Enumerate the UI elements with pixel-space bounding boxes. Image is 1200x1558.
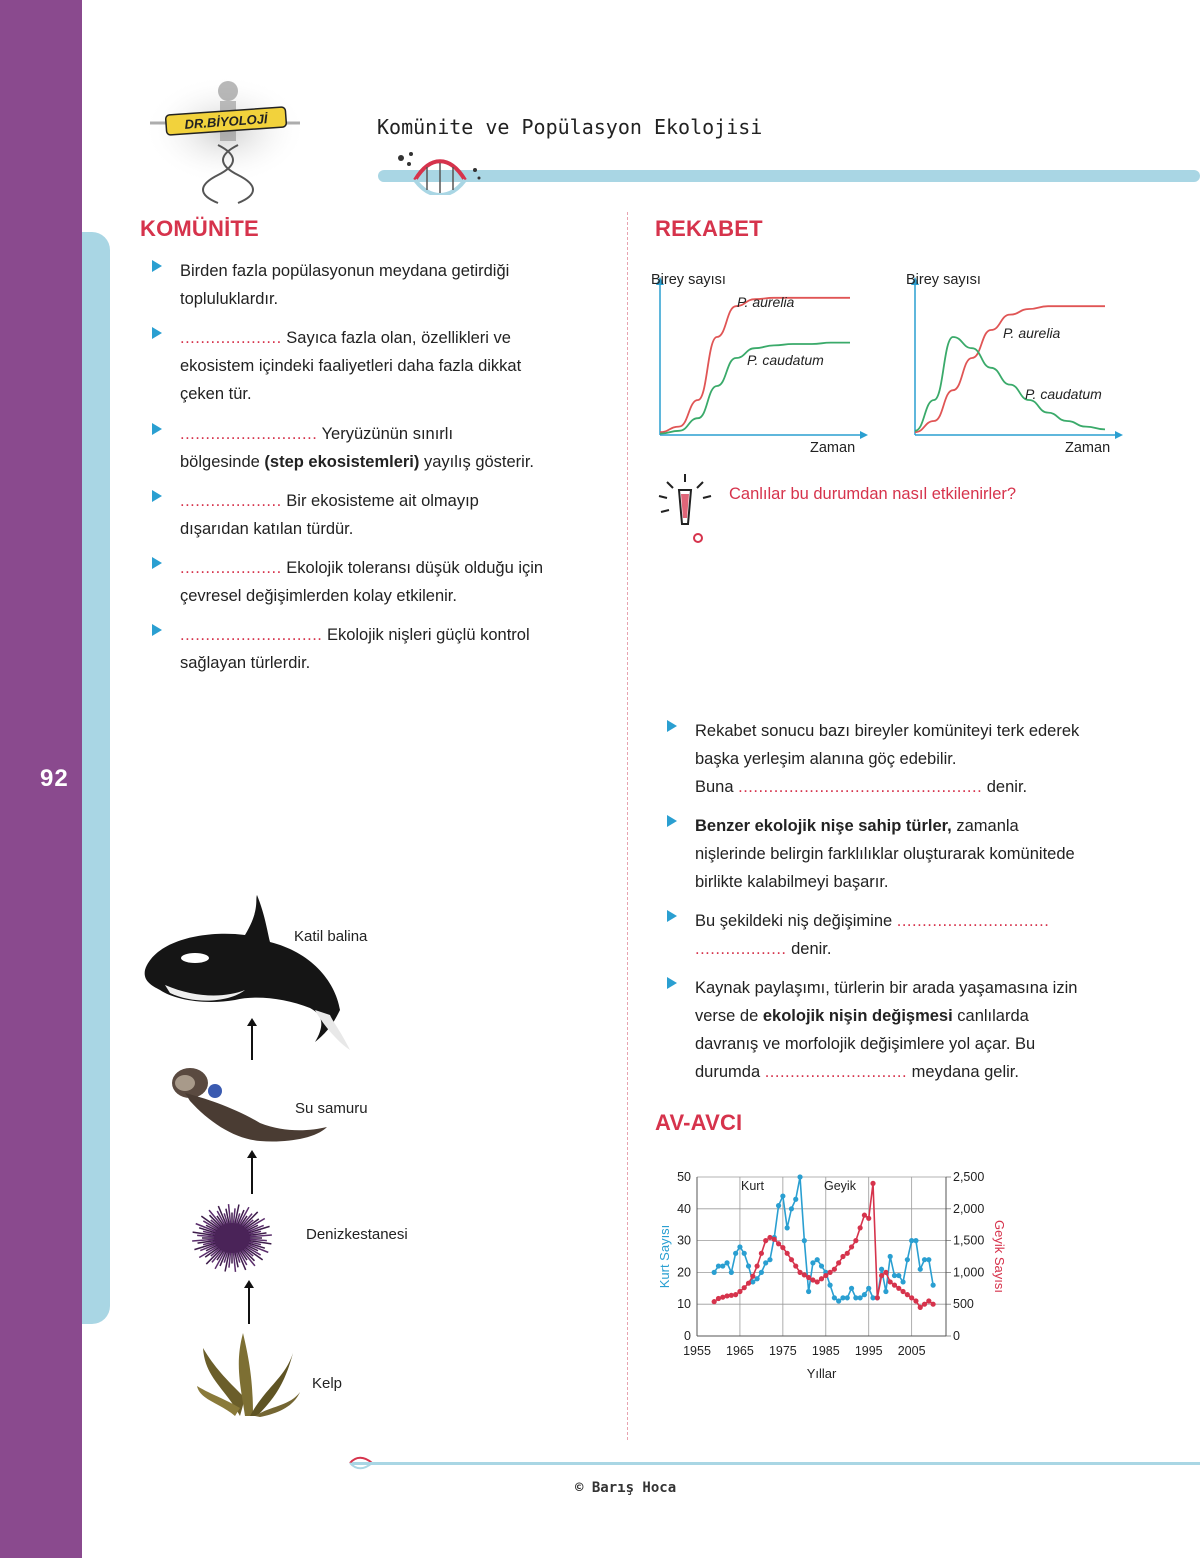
series-label-1: P. caudatum	[747, 352, 824, 368]
data-point-Geyik	[883, 1270, 888, 1275]
item-text: Buna	[695, 778, 739, 796]
item-text: Yeryüzünün sınırlı	[317, 425, 454, 443]
data-point-Geyik	[836, 1260, 841, 1265]
data-point-Kurt	[905, 1257, 910, 1262]
data-point-Kurt	[797, 1174, 802, 1179]
data-point-Geyik	[849, 1244, 854, 1249]
data-point-Kurt	[845, 1295, 850, 1300]
data-point-Kurt	[883, 1289, 888, 1294]
data-point-Geyik	[840, 1254, 845, 1259]
komunite-item-5	[180, 554, 620, 610]
series-label-1: P. caudatum	[1025, 386, 1102, 402]
komunite-item-4	[180, 487, 620, 543]
x-tick: 1965	[726, 1344, 754, 1358]
komunite-item-6	[180, 621, 620, 677]
kelp-image	[195, 1328, 305, 1418]
item-text: yayılış gösterir.	[419, 453, 535, 471]
page-tab	[82, 232, 110, 1324]
y-tick-right: 1,000	[953, 1265, 985, 1280]
bullet-arrow-icon	[152, 624, 162, 636]
data-point-Kurt	[815, 1257, 820, 1262]
data-point-Geyik	[785, 1251, 790, 1256]
item-text: durumda	[695, 1063, 765, 1081]
x-axis-label: Yıllar	[806, 1366, 837, 1381]
arrow-up-icon	[247, 1018, 257, 1065]
item-text: Bir ekosisteme ait olmayıp	[281, 492, 479, 510]
item-text: meydana gelir.	[907, 1063, 1019, 1081]
footer-credit: © Barış Hoca	[575, 1480, 677, 1496]
item-text: Sayıca fazla olan, özellikleri ve	[281, 329, 511, 347]
data-point-Geyik	[905, 1292, 910, 1297]
food-chain-label-otter: Su samuru	[295, 1100, 368, 1117]
data-point-Kurt	[913, 1238, 918, 1243]
data-point-Geyik	[823, 1273, 828, 1278]
data-point-Geyik	[712, 1299, 717, 1304]
item-text: denir.	[982, 778, 1028, 796]
fill-blank: ....................	[180, 492, 282, 510]
data-point-Geyik	[759, 1251, 764, 1256]
title-bar	[378, 170, 1200, 182]
data-point-Geyik	[913, 1298, 918, 1303]
bullet-arrow-icon	[667, 910, 677, 922]
item-text: Ekolojik toleransı düşük olduğu için	[281, 559, 544, 577]
item-bold: (step ekosistemleri)	[264, 453, 420, 471]
data-point-Kurt	[742, 1251, 747, 1256]
bullet-arrow-icon	[152, 260, 162, 272]
bullet-arrow-icon	[667, 815, 677, 827]
item-text: denir.	[786, 940, 832, 958]
bullet-arrow-icon	[152, 423, 162, 435]
footer-line	[352, 1462, 1200, 1465]
data-point-Kurt	[737, 1244, 742, 1249]
x-tick: 2005	[897, 1344, 926, 1358]
data-point-Geyik	[780, 1245, 785, 1250]
food-chain-label-urchin: Denizkestanesi	[306, 1226, 408, 1243]
data-point-Geyik	[896, 1286, 901, 1291]
bullet-arrow-icon	[152, 490, 162, 502]
y-tick-left: 0	[684, 1329, 691, 1343]
item-text: dışarıdan katılan türdür.	[180, 520, 354, 538]
footer-dna-icon	[348, 1456, 374, 1475]
komunite-item-2	[180, 324, 620, 408]
data-point-Geyik	[870, 1181, 875, 1186]
data-point-Kurt	[789, 1206, 794, 1211]
fill-blank: ....................	[180, 329, 282, 347]
logo-text: DR.BİYOLOJİ	[184, 111, 268, 132]
fill-blank: ............................	[180, 626, 323, 644]
item-text: davranış ve morfolojik değişimlere yol açar. Bu	[695, 1035, 1036, 1053]
fill-blank: ....................	[180, 559, 282, 577]
y-tick-right: 1,500	[953, 1233, 985, 1248]
data-point-Geyik	[742, 1285, 747, 1290]
data-point-Kurt	[918, 1267, 923, 1272]
data-point-Kurt	[793, 1197, 798, 1202]
item-text: birlikte kalabilmeyi başarır.	[695, 873, 889, 891]
item-text: başka yerleşim alanına göç edebilir.	[695, 750, 957, 768]
data-point-Kurt	[862, 1292, 867, 1297]
exclamation-idea-icon	[655, 472, 715, 549]
y-tick-left: 40	[677, 1201, 691, 1216]
rekabet-chart-2	[905, 262, 1135, 467]
item-text: Birden fazla popülasyonun meydana getirdiği	[180, 262, 510, 280]
komunite-item-1	[180, 257, 620, 313]
data-point-Geyik	[832, 1267, 837, 1272]
urchin-body	[214, 1223, 250, 1253]
logo	[140, 75, 310, 205]
bullet-arrow-icon	[152, 327, 162, 339]
data-point-Kurt	[836, 1298, 841, 1303]
data-point-Geyik	[789, 1257, 794, 1262]
item-bold: Benzer ekolojik nişe sahip türler,	[695, 817, 952, 835]
data-point-Geyik	[819, 1276, 824, 1281]
data-point-Kurt	[724, 1260, 729, 1265]
rekabet-bullet-1	[695, 717, 1135, 801]
arrow-up-icon	[244, 1280, 254, 1329]
fill-blank: ..................	[695, 940, 787, 958]
data-point-Kurt	[720, 1263, 725, 1268]
data-point-Kurt	[767, 1257, 772, 1262]
komunite-heading: KOMÜNİTE	[140, 216, 259, 241]
y-axis-label-right: Geyik Sayısı	[992, 1220, 1007, 1293]
sea-urchin-image	[190, 1198, 275, 1276]
data-point-Geyik	[922, 1302, 927, 1307]
data-point-Geyik	[918, 1305, 923, 1310]
av-avci-heading: AV-AVCI	[655, 1110, 743, 1135]
data-point-Geyik	[793, 1263, 798, 1268]
item-text: nişlerinde belirgin farklılıklar oluşturarak komünitede	[695, 845, 1075, 863]
fill-blank: ...........................	[180, 425, 318, 443]
rekabet-bullet-2	[695, 812, 1135, 896]
page-title: Komünite ve Popülasyon Ekolojisi	[377, 115, 763, 139]
bullet-arrow-icon	[667, 720, 677, 732]
data-point-Kurt	[866, 1286, 871, 1291]
item-text: Kaynak paylaşımı, türlerin bir arada yaşamasına izin	[695, 979, 1078, 997]
data-point-Kurt	[780, 1193, 785, 1198]
data-point-Kurt	[785, 1225, 790, 1230]
data-point-Kurt	[819, 1263, 824, 1268]
dna-icon	[395, 150, 485, 200]
av-avci-chart	[650, 1160, 1020, 1395]
x-axis-arrow	[860, 431, 868, 439]
data-point-Geyik	[866, 1216, 871, 1221]
data-point-Kurt	[858, 1295, 863, 1300]
column-divider	[627, 212, 628, 1440]
data-point-Kurt	[810, 1260, 815, 1265]
data-point-Kurt	[733, 1251, 738, 1256]
item-text: Bu şekildeki niş değişimine	[695, 912, 897, 930]
y-axis-label: Birey sayısı	[906, 272, 981, 288]
series-label-kurt: Kurt	[741, 1179, 764, 1193]
data-point-Geyik	[858, 1225, 863, 1230]
item-text: çeken tür.	[180, 385, 252, 403]
data-point-Geyik	[900, 1289, 905, 1294]
item-text: Rekabet sonucu bazı bireyler komüniteyi terk ederek	[695, 722, 1080, 740]
item-text: Ekolojik nişleri güçlü kontrol	[322, 626, 530, 644]
rekabet-bullet-4	[695, 974, 1135, 1086]
data-point-Kurt	[806, 1289, 811, 1294]
x-axis-label: Zaman	[810, 440, 856, 456]
data-point-Kurt	[729, 1270, 734, 1275]
x-tick: 1985	[811, 1344, 840, 1358]
data-point-Geyik	[763, 1238, 768, 1243]
data-point-Geyik	[750, 1274, 755, 1279]
food-chain-label-kelp: Kelp	[312, 1375, 343, 1392]
data-point-Kurt	[712, 1270, 717, 1275]
item-text: bölgesinde	[180, 453, 265, 471]
item-text: çevresel değişimlerden kolay etkilenir.	[180, 587, 457, 605]
data-point-Geyik	[926, 1298, 931, 1303]
data-point-Kurt	[832, 1295, 837, 1300]
data-point-Kurt	[776, 1203, 781, 1208]
page-number: 92	[40, 765, 69, 792]
data-point-Kurt	[802, 1238, 807, 1243]
data-point-Kurt	[900, 1279, 905, 1284]
item-bold: ekolojik nişin değişmesi	[762, 1007, 953, 1025]
y-tick-left: 10	[677, 1297, 691, 1312]
data-point-Kurt	[879, 1267, 884, 1272]
x-axis-label: Zaman	[1065, 440, 1111, 456]
series-label-geyik: Geyik	[824, 1179, 856, 1193]
y-tick-right: 2,500	[953, 1170, 985, 1184]
data-point-Kurt	[763, 1260, 768, 1265]
series-label-0: P. aurelia	[1003, 325, 1061, 341]
rekabet-chart-1	[650, 262, 880, 467]
x-tick: 1975	[768, 1344, 797, 1358]
data-point-Geyik	[772, 1237, 777, 1242]
y-tick-right: 2,000	[953, 1201, 985, 1216]
item-text: verse de	[695, 1007, 763, 1025]
data-point-Kurt	[746, 1263, 751, 1268]
x-axis-arrow	[1115, 431, 1123, 439]
food-chain-label-orca: Katil balina	[294, 928, 368, 945]
rekabet-heading: REKABET	[655, 216, 763, 241]
data-point-Kurt	[888, 1254, 893, 1259]
y-axis-label: Birey sayısı	[651, 272, 726, 288]
data-point-Geyik	[746, 1281, 751, 1286]
x-tick: 1995	[854, 1344, 883, 1358]
data-point-Geyik	[875, 1295, 880, 1300]
data-point-Geyik	[853, 1238, 858, 1243]
y-tick-right: 0	[953, 1329, 960, 1343]
data-point-Geyik	[733, 1292, 738, 1297]
data-point-Geyik	[862, 1213, 867, 1218]
data-point-Geyik	[879, 1273, 884, 1278]
item-text: zamanla	[951, 817, 1019, 835]
arrow-up-icon	[247, 1150, 257, 1199]
item-text: sağlayan türlerdir.	[180, 654, 311, 672]
data-point-Geyik	[892, 1283, 897, 1288]
rekabet-question: Canlılar bu durumdan nasıl etkilenirler?	[729, 485, 1017, 503]
data-point-Geyik	[755, 1263, 760, 1268]
y-tick-right: 500	[953, 1297, 974, 1312]
x-tick: 1955	[683, 1344, 711, 1358]
data-point-Kurt	[759, 1270, 764, 1275]
data-point-Geyik	[737, 1289, 742, 1294]
data-point-Kurt	[849, 1286, 854, 1291]
item-text: topluluklardır.	[180, 290, 279, 308]
rekabet-bullet-3	[695, 907, 1135, 963]
data-point-Kurt	[931, 1283, 936, 1288]
fill-blank: ..............................	[896, 912, 1050, 930]
data-point-Geyik	[888, 1279, 893, 1284]
item-text: ekosistem içindeki faaliyetleri daha fazla dikkat	[180, 357, 522, 375]
orca-image	[135, 890, 368, 1020]
bullet-arrow-icon	[667, 977, 677, 989]
data-point-Geyik	[827, 1270, 832, 1275]
data-point-Geyik	[931, 1302, 936, 1307]
y-tick-left: 30	[677, 1233, 691, 1248]
item-text: canlılarda	[952, 1007, 1029, 1025]
data-point-Kurt	[827, 1283, 832, 1288]
data-point-Kurt	[926, 1257, 931, 1262]
series-label-0: P. aurelia	[737, 294, 795, 310]
data-point-Geyik	[909, 1295, 914, 1300]
data-point-Geyik	[776, 1241, 781, 1246]
data-point-Geyik	[845, 1251, 850, 1256]
komunite-item-3	[180, 420, 620, 476]
y-tick-left: 50	[677, 1170, 691, 1184]
y-tick-left: 20	[677, 1265, 691, 1280]
data-point-Geyik	[815, 1279, 820, 1284]
bullet-arrow-icon	[152, 557, 162, 569]
data-point-Kurt	[896, 1273, 901, 1278]
y-axis-label-left: Kurt Sayısı	[657, 1224, 672, 1289]
fill-blank: ............................	[764, 1063, 908, 1081]
fill-blank: ................................................	[738, 778, 983, 796]
series-line-1	[915, 337, 1105, 431]
